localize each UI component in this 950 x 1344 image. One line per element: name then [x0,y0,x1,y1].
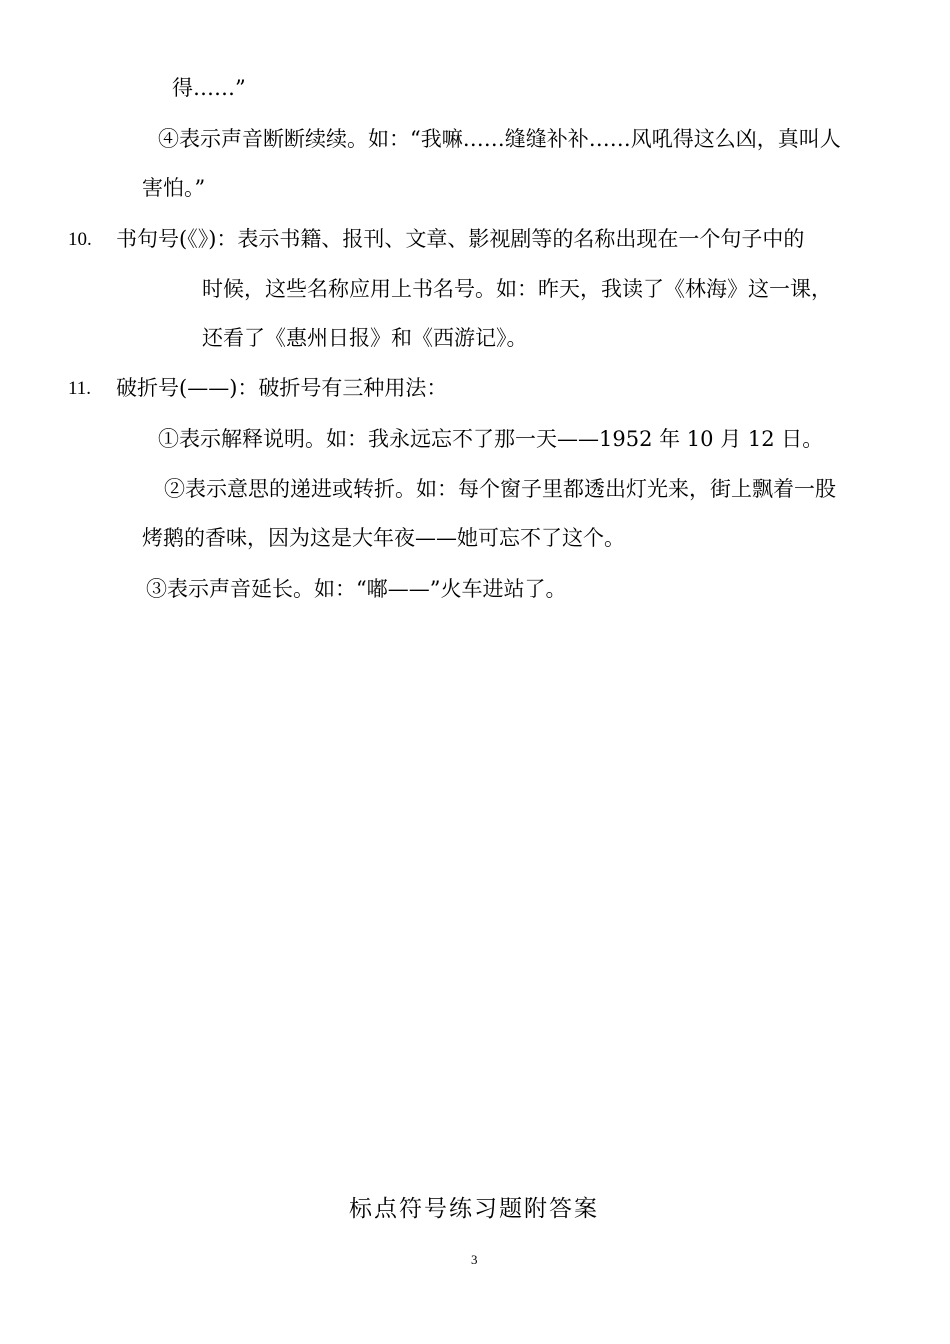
text-line-dash: 破折号(——)：破折号有三种用法： [116,376,448,400]
text-line-dash-usage-1: ①表示解释说明。如：我永远忘不了那一天——1952 年 10 月 12 日。 [158,427,824,451]
section-title: 标点符号练习题附答案 [349,1196,599,1222]
list-number-11: 11. [68,378,92,399]
text-line-book-title-mark-cont-2: 还看了《惠州日报》和《西游记》。 [202,326,528,350]
text-line-ellipsis-usage-4-cont: 害怕。” [142,176,206,200]
list-number-10: 10. [68,229,92,250]
text-line-ellipsis-end: 得……” [172,76,246,100]
text-line-book-title-mark: 书句号(《》)：表示书籍、报刊、文章、影视剧等的名称出现在一个句子中的 [116,227,805,251]
text-line-dash-usage-2: ②表示意思的递进或转折。如：每个窗子里都透出灯光来，街上飘着一股 [164,477,836,501]
text-line-ellipsis-usage-4: ④表示声音断断续续。如：“我嘛……缝缝补补……风吼得这么凶，真叫人 [158,127,841,151]
text-line-book-title-mark-cont-1: 时候，这些名称应用上书名号。如：昨天，我读了《林海》这一课， [202,277,832,301]
text-line-dash-usage-2-cont: 烤鹅的香味，因为这是大年夜——她可忘不了这个。 [142,526,625,550]
text-line-dash-usage-3: ③表示声音延长。如：“嘟——”火车进站了。 [146,577,567,601]
page-number: 3 [471,1252,478,1267]
